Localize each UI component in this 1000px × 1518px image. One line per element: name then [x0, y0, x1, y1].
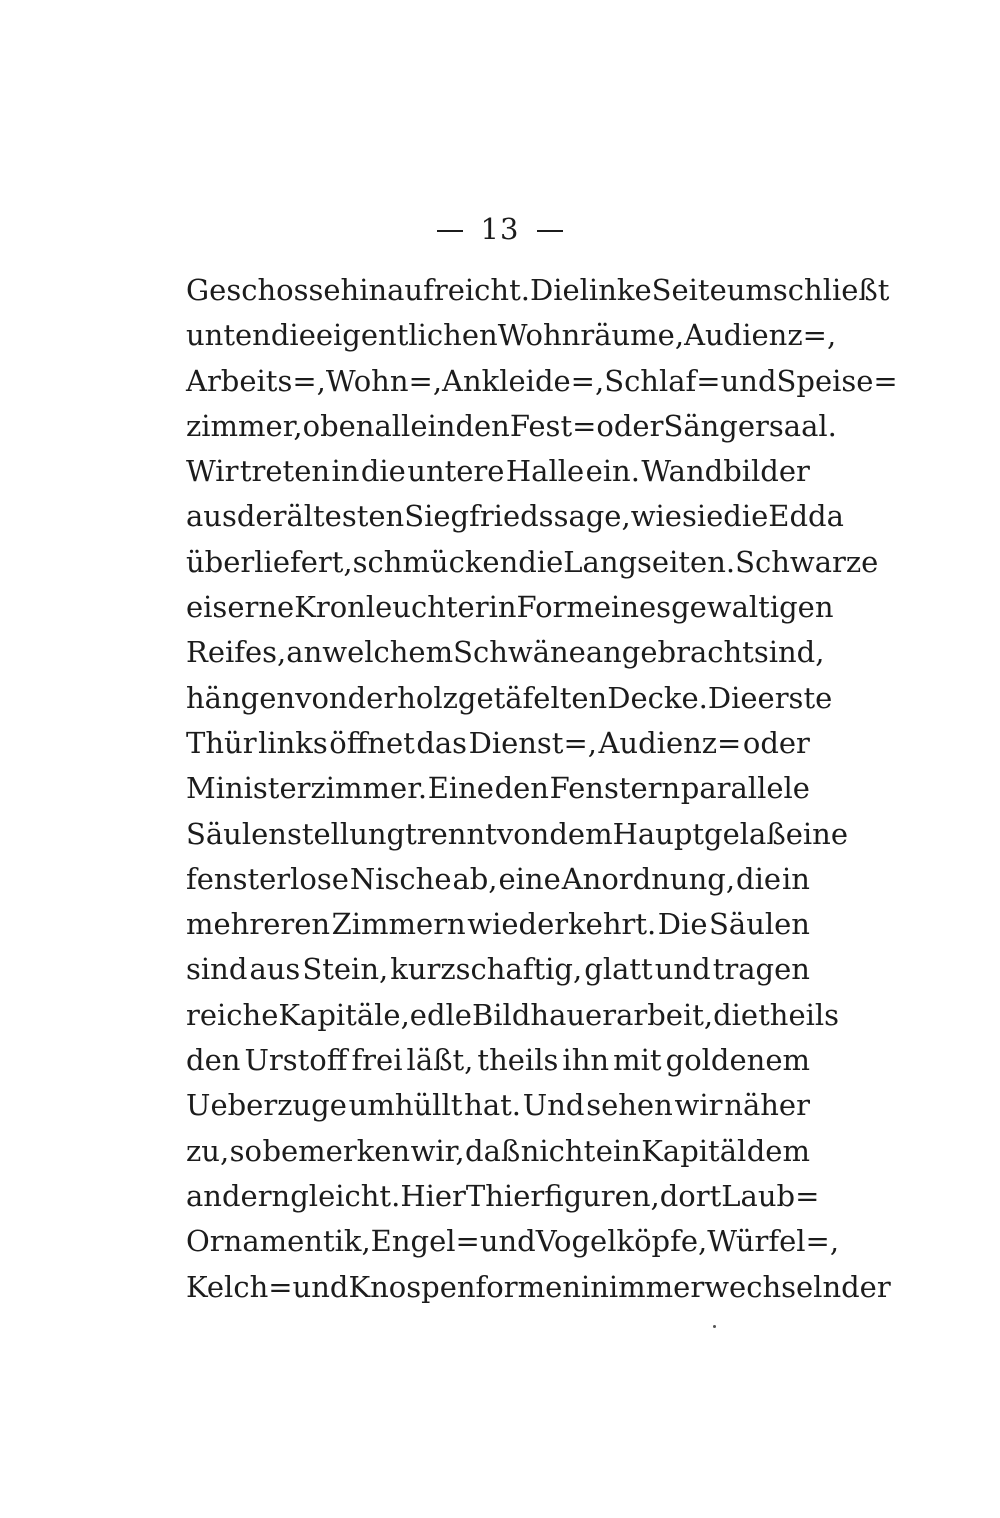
page-number: 13: [480, 212, 520, 246]
word: Engel=: [370, 1224, 480, 1259]
text-line: [186, 1219, 840, 1264]
word: den: [494, 771, 549, 806]
word: Dienst=,: [468, 725, 597, 760]
word: treten: [239, 454, 331, 489]
word: gleicht.: [290, 1178, 401, 1213]
dash-left: [437, 230, 463, 232]
word: öffnet: [329, 725, 415, 760]
word: parallele: [680, 771, 810, 806]
word: von: [295, 680, 348, 715]
word: untere: [407, 454, 505, 489]
word: Sängersaal.: [663, 408, 837, 443]
text-line: [186, 313, 837, 358]
text-line: [186, 540, 879, 585]
word: welchem: [322, 635, 454, 670]
word: Wohn=,: [325, 363, 443, 398]
text-line: [186, 630, 825, 675]
word: und: [479, 1224, 536, 1259]
word: daß: [465, 1133, 521, 1168]
word: oder: [596, 408, 664, 443]
word: Würfel=,: [707, 1224, 840, 1259]
text-line: [186, 1174, 820, 1219]
word: das: [416, 725, 468, 760]
word: umschließt: [726, 273, 890, 307]
word: in: [331, 454, 360, 489]
word: Hier: [400, 1178, 466, 1213]
text-line: [186, 812, 848, 857]
text-line: [186, 494, 844, 539]
text-line: [186, 676, 833, 721]
word: Schlaf=: [604, 363, 721, 398]
word: die: [518, 544, 564, 579]
word: Säulen: [709, 907, 810, 942]
word: näher: [724, 1088, 810, 1123]
word: Halle: [505, 454, 585, 489]
word: ihn: [562, 1043, 610, 1078]
word: Ministerzimmer.: [186, 771, 428, 806]
word: den: [455, 408, 510, 443]
word: zimmer,: [186, 408, 303, 443]
text-line: [186, 1083, 810, 1128]
word: den: [186, 1043, 241, 1078]
text-line: [186, 359, 898, 404]
dash-right: [537, 230, 563, 232]
word: dem: [746, 1133, 810, 1168]
text-line: [186, 1129, 810, 1174]
word: Bildhauerarbeit,: [471, 997, 714, 1032]
word: Kapitäl: [641, 1133, 747, 1168]
word: Ankleide=,: [442, 363, 605, 398]
word: überliefert,: [186, 544, 353, 579]
word: die: [270, 318, 316, 353]
word: von: [496, 816, 550, 851]
word: der: [347, 680, 398, 715]
word: Geschosse: [186, 273, 341, 307]
word: die: [723, 499, 769, 534]
word: Stein,: [302, 952, 389, 987]
word: theils: [477, 1043, 559, 1078]
word: Kronleuchter: [294, 590, 489, 625]
word: holzgetäfelten: [397, 680, 608, 715]
word: Knospenformen: [348, 1269, 581, 1304]
word: erste: [757, 680, 833, 715]
word: dem: [549, 816, 613, 851]
word: reiche: [186, 997, 279, 1032]
word: Vogelköpfe,: [535, 1224, 708, 1259]
word: ein.: [585, 454, 640, 489]
word: theils: [758, 997, 840, 1032]
word: Reifes,: [186, 635, 287, 670]
word: unten: [186, 318, 271, 353]
word: Audienz=: [598, 725, 742, 760]
word: ältesten: [286, 499, 405, 534]
word: Die: [529, 273, 580, 307]
word: sie: [681, 499, 724, 534]
text-line: [186, 449, 810, 494]
word: Die: [657, 907, 708, 942]
word: Laub=: [721, 1178, 820, 1213]
word: Eine: [427, 771, 494, 806]
word: frei: [351, 1043, 403, 1078]
word: Säulenstellung: [186, 816, 406, 851]
word: Schwäne: [453, 635, 586, 670]
word: eine: [785, 816, 848, 851]
word: und: [720, 363, 777, 398]
page-number-header: [0, 212, 1000, 246]
word: in: [781, 861, 810, 896]
word: in: [488, 590, 517, 625]
text-line: [186, 404, 837, 449]
word: Hauptgelaß: [612, 816, 786, 851]
word: oder: [742, 725, 810, 760]
word: Die: [707, 680, 758, 715]
word: eiserne: [186, 590, 295, 625]
word: wie: [630, 499, 682, 534]
text-line: [186, 268, 890, 313]
word: Fest=: [509, 408, 597, 443]
word: läßt,: [406, 1043, 474, 1078]
word: aus: [249, 952, 301, 987]
word: hinaufreicht.: [340, 273, 530, 307]
word: wir,: [410, 1133, 465, 1168]
word: wechselnder: [704, 1269, 891, 1304]
body-text: [186, 268, 898, 1310]
word: nicht: [520, 1133, 596, 1168]
word: ein: [595, 1133, 641, 1168]
word: immer: [608, 1269, 705, 1304]
word: in: [580, 1269, 609, 1304]
text-line: [186, 993, 840, 1038]
text-line: [186, 902, 810, 947]
word: eines: [593, 590, 672, 625]
word: Speise=: [776, 363, 898, 398]
word: der: [236, 499, 287, 534]
word: Und: [522, 1088, 585, 1123]
word: Arbeits=,: [186, 363, 326, 398]
word: Nische: [349, 861, 452, 896]
word: Ueberzuge: [186, 1088, 347, 1123]
word: Kelch=: [186, 1269, 293, 1304]
word: Decke.: [607, 680, 708, 715]
word: Seite: [651, 273, 727, 307]
word: Ornamentik,: [186, 1224, 371, 1259]
word: Fenstern: [549, 771, 681, 806]
word: trennt: [405, 816, 497, 851]
word: goldenem: [665, 1043, 810, 1078]
word: Wohnräume,: [497, 318, 685, 353]
word: und: [654, 952, 711, 987]
word: tragen: [712, 952, 810, 987]
word: kurzschaftig,: [390, 952, 583, 987]
word: sehen: [586, 1088, 673, 1123]
word: allein: [374, 408, 456, 443]
text-line: [186, 1038, 810, 1083]
word: angebracht: [585, 635, 754, 670]
word: Thür: [186, 725, 257, 760]
word: schmücken: [352, 544, 519, 579]
word: Thierfiguren,: [465, 1178, 660, 1213]
word: Wir: [186, 454, 239, 489]
word: Form: [516, 590, 594, 625]
word: und: [292, 1269, 349, 1304]
word: die: [360, 454, 406, 489]
word: andern: [186, 1178, 291, 1213]
word: eine: [498, 861, 561, 896]
word: bemerken: [262, 1133, 411, 1168]
word: mehreren: [186, 907, 331, 942]
word: Edda: [768, 499, 844, 534]
paper-speck: [713, 1325, 716, 1328]
word: Anordnung,: [561, 861, 736, 896]
word: umhüllt: [348, 1088, 463, 1123]
word: Schwarze: [735, 544, 879, 579]
word: wir: [674, 1088, 723, 1123]
word: hat.: [464, 1088, 521, 1123]
word: linke: [579, 273, 652, 307]
text-line: [186, 1265, 891, 1310]
word: dort: [659, 1178, 722, 1213]
word: Audienz=,: [684, 318, 837, 353]
word: wiederkehrt.: [467, 907, 657, 942]
word: aus: [186, 499, 237, 534]
word: so: [229, 1133, 262, 1168]
text-line: [186, 857, 810, 902]
word: an: [286, 635, 323, 670]
text-line: [186, 721, 810, 766]
word: die: [736, 861, 782, 896]
word: Langseiten.: [563, 544, 736, 579]
word: zu,: [186, 1133, 230, 1168]
word: die: [713, 997, 759, 1032]
word: oben: [302, 408, 375, 443]
word: gewaltigen: [671, 590, 834, 625]
word: ab,: [452, 861, 498, 896]
text-line: [186, 947, 810, 992]
word: eigentlichen: [315, 318, 498, 353]
word: sind: [186, 952, 248, 987]
word: Zimmern: [331, 907, 466, 942]
word: mit: [613, 1043, 662, 1078]
word: edle: [409, 997, 472, 1032]
word: hängen: [186, 680, 296, 715]
text-line: [186, 585, 834, 630]
word: glatt: [584, 952, 653, 987]
word: Kapitäle,: [278, 997, 410, 1032]
word: sind,: [753, 635, 825, 670]
word: Urstoff: [244, 1043, 348, 1078]
text-line: [186, 766, 810, 811]
word: Wandbilder: [641, 454, 810, 489]
word: fensterlose: [186, 861, 349, 896]
word: Siegfriedssage,: [404, 499, 631, 534]
word: links: [258, 725, 328, 760]
